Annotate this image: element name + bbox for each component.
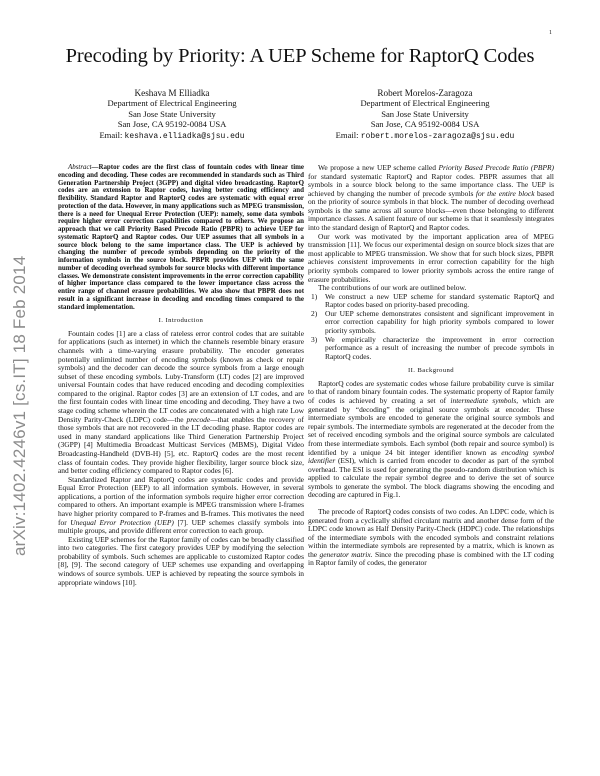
right-column bbox=[308, 164, 554, 568]
intro-paragraph-6: The contributions of our work are outlined below. bbox=[318, 283, 467, 293]
intro-paragraph-2: Standardized Raptor and RaptorQ codes are systematic codes and provide Equal Error Protection (EEP) to all information symbols. However, in several applications, a portion of the information symbols require higher error correction compared to others. An important example is MPEG transmission where I-frames have higher priority compared to P-frames and B-frames. This motivates the need for Unequal Error Protection (UEP) [7]. UEP schemes classify symbols into multiple groups, and provide different error correction to each group. bbox=[58, 474, 304, 536]
section-heading-introduction: I. Introduction bbox=[158, 317, 204, 325]
abstract-label: Abstract bbox=[68, 163, 92, 171]
author-address: San Jose, CA 95192-0084 USA bbox=[117, 119, 227, 130]
author-block-second bbox=[300, 88, 550, 142]
section-heading-background: II. Background bbox=[407, 367, 455, 375]
paper-title: Precoding by Priority: A UEP Scheme for RaptorQ Codes bbox=[65, 45, 535, 67]
author-email-link[interactable]: robert.morelos-zaragoza@sjsu.edu bbox=[360, 131, 515, 141]
email-label: Email: bbox=[335, 129, 359, 140]
intro-paragraph-4: We propose a new UEP scheme called Priority Based Precode Ratio (PBPR) for standard systematic RaptorQ and Raptor codes. PBPR assumes that all symbols in a source block belong to the same importance class. The UEP is achieved by changing the number of precode symbols for the entire block based on the priority of source symbols in that block. The number of decoding overhead symbols is the same across all source blocks—even those belonging to different importance classes. A salient feature of our scheme is that it seamlessly integrates into the standard design of RaptorQ and Raptor codes. bbox=[308, 163, 555, 233]
author-address: San Jose, CA 95192-0084 USA bbox=[370, 119, 480, 130]
author-name: Robert Morelos-Zaragoza bbox=[377, 88, 473, 98]
list-item: 1) We construct a new UEP scheme for standard systematic RaptorQ and Raptor codes based on priority-based precoding. bbox=[311, 291, 554, 310]
author-block-first bbox=[47, 88, 297, 142]
email-label: Email: bbox=[99, 129, 123, 140]
author-department: Department of Electrical Engineering bbox=[360, 98, 490, 109]
abstract-text: —Raptor codes are the first class of fountain codes with linear time encoding and decoding. These codes are recommended in standards such as Third Generation Partnership Project (3GPP) and digital video broadcasting. RaptorQ codes are an extension to Raptor codes, having better coding efficiency and flexibility. Standard Raptor and RaptorQ codes are systematic with equal error protection of the data. However, in many applications such as MPEG transmission, there is a need for Unequal Error Protection (UEP): namely, some data symbols require higher error correction capabilities compared to others. We propose an approach that we call Priority Based Precode Ratio (PBPR) to achieve UEP for systematic RaptorQ and Raptor codes. Our UEP assumes that all symbols in a source block belong to the same importance class. The UEP is achieved by changing the number of precode symbols depending on the priority of the information symbols in the source block. PBPR provides UEP with the same number of decoding overhead symbols for source blocks with different importance classes. We demonstrate consistent improvements in the error correction capability of higher importance class compared to the lower importance class across the entire range of channel erasure probabilities. We also show that PBPR does not result in a significant increase in decoding and encoding times compared to the standard implementation. bbox=[58, 163, 304, 311]
page-number: 1 bbox=[549, 30, 552, 36]
intro-paragraph-5: Our work was motivated by the important application area of MPEG transmission [11]. We focus our experimental design on source block sizes that are most applicable to MPEG transmission. We show that for such block sizes, PBPR achieves consistent improvements in error correction capability for the high priority symbols compared to lower priority symbols across the entire range of erasure probabilities. bbox=[308, 231, 554, 284]
author-email-line bbox=[300, 130, 550, 142]
author-email-line bbox=[47, 130, 297, 142]
list-item: 2) Our UEP scheme demonstrates consistent and significant improvement in error correction capability for high priority symbols compared to lower priority symbols. bbox=[311, 308, 554, 335]
abstract bbox=[58, 164, 304, 311]
background-paragraph-2: The precode of RaptorQ codes consists of two codes. An LDPC code, which is generated from a cyclically shifted circulant matrix and another dense form of the LDPC code known as Half Density Parity-Check (HDPC) code. The relationships of the intermediate symbols with the encoded symbols and constraint relations within the intermediate symbols are represented by a matrix, which is known as the generator matrix. Since the precoding phase is combined with the LT coding in Raptor family of codes, the generator bbox=[308, 506, 554, 568]
author-email-link[interactable]: keshava.elliadka@sjsu.edu bbox=[124, 131, 245, 141]
author-university: San Jose State University bbox=[128, 108, 216, 119]
arxiv-identifier-stamp[interactable]: arXiv:1402.4246v1 [cs.IT] 18 Feb 2014 bbox=[10, 255, 29, 556]
background-paragraph-1: RaptorQ codes are systematic codes whose failure probability curve is similar to that of random binary fountain codes. The systematic property of Raptor family of codes is achieved by creating a set of intermediate symbols, which are generated by “decoding” the original source symbols at encoder. These intermediate symbols are encoded to generate the original source symbols and repair symbols. The intermediate symbols are regenerated at the decoder from the set of received encoding symbols and the original source symbols are calculated from these intermediate symbols. Each symbol (both repair and source symbol) is identified by a unique 24 bit integer identifier known as encoding symbol identifier (ESI), which is carried from encoder to decoder as part of the symbol overhead. The ESI is used for generating the pseudo-random distribution which is applied to calculate the repair symbol degree and to derive the set of source symbols to generate the symbol. The block diagrams showing the encoding and decoding are captured in Fig.1. bbox=[308, 378, 554, 500]
author-university: San Jose State University bbox=[381, 108, 469, 119]
list-item: 3) We empirically characterize the improvement in error correction performance as a result of increasing the number of precode symbols in RaptorQ codes. bbox=[311, 334, 554, 361]
left-column bbox=[58, 164, 304, 587]
author-department: Department of Electrical Engineering bbox=[107, 98, 237, 109]
contributions-list bbox=[308, 293, 554, 362]
intro-paragraph-1: Fountain codes [1] are a class of rateless error control codes that are suitable for applications (such as internet) in which the channels resemble binary erasure channels with a time-varying erasure probability. The encoder generates potentially unlimited number of encoding symbols (known as check or repair symbols) and the decoder can decode the source symbols from a large enough subset of these encoding symbols. Luby-Transform (LT) codes [2] are improved universal Fountain codes that have reduced encoding and decoding complexities compared to the original. Raptor codes [3] are an extension of LT codes, and are the first fountain codes with linear time encoding and decoding. They have a two stage coding scheme wherein the LT codes are concatenated with a high rate Low Density Parity-Check (LDPC) code—the precode—that enables the recovery of those symbols that are not recovered in the LT decoding phase. Raptor codes are used in many standard applications like Third Generation Partnership Project (3GPP) [4] Multimedia Broadcast Multicast Services (MBMS), Digital Video Broadcasting-Handheld (DVB-H) [5], etc. RaptorQ codes are the most recent class of fountain codes. They provide higher flexibility, larger source block size, and better coding efficiency compared to Raptor codes [6]. bbox=[58, 328, 304, 476]
intro-paragraph-3: Existing UEP schemes for the Raptor family of codes can be broadly classified into two categories. The first category provides UEP by modifying the selection probability of symbols. Such schemes are applicable to customized Raptor codes [8], [9]. The second category of UEP schemes use expanding and overlapping windows of source symbols. UEP is achieved by repeating the source symbols in appropriate windows [10]. bbox=[58, 534, 304, 587]
author-name: Keshava M Elliadka bbox=[134, 88, 210, 98]
